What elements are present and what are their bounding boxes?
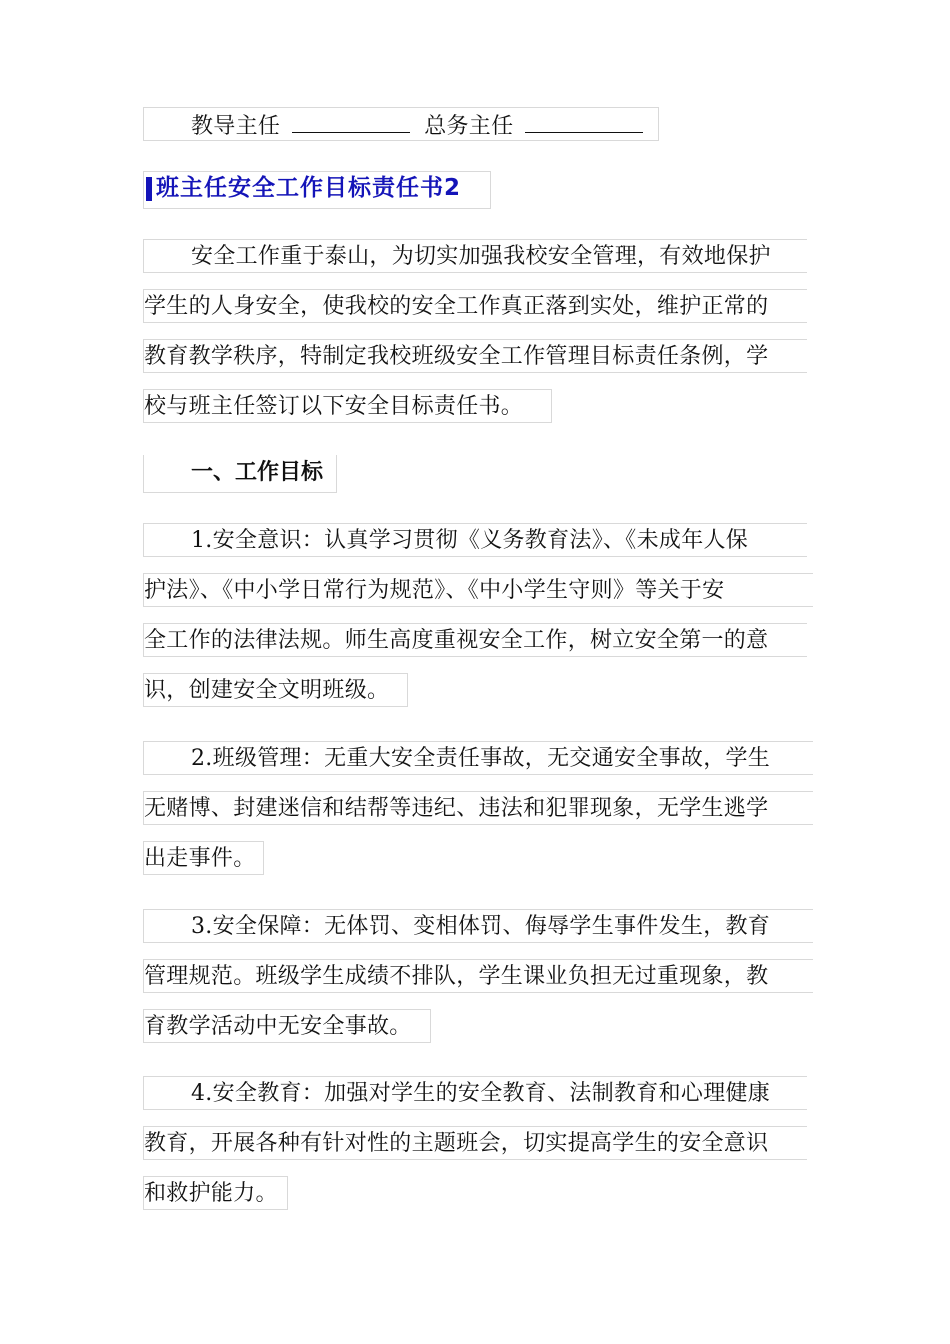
- signature-label-general-affairs: 总务主任: [424, 114, 514, 139]
- document-title: [143, 171, 491, 209]
- document-title-text: 班主任安全工作目标责任书2: [156, 175, 462, 201]
- section-heading: 一、工作目标: [143, 455, 337, 493]
- signature-label-dean-of-studies: 教导主任: [191, 114, 281, 139]
- intro-line: 安全工作重于泰山，为切实加强我校安全管理，有效地保护: [143, 239, 807, 273]
- item2-line: 无赌博、封建迷信和结帮等违纪、违法和犯罪现象，无学生逃学: [143, 791, 813, 825]
- intro-line: 校与班主任签订以下安全目标责任书。: [143, 389, 552, 423]
- item4-line: 教育，开展各种有针对性的主题班会，切实提高学生的安全意识: [143, 1126, 807, 1160]
- item2-line: 出走事件。: [143, 841, 264, 875]
- item2-line: 2.班级管理：无重大安全责任事故，无交通安全事故，学生: [143, 741, 813, 775]
- title-marker: [146, 177, 152, 201]
- item4-line: 和救护能力。: [143, 1176, 288, 1210]
- item1-line: 识，创建安全文明班级。: [143, 673, 408, 707]
- signature-blank-general-affairs: [525, 108, 643, 133]
- intro-line: 教育教学秩序，特制定我校班级安全工作管理目标责任条例，学: [143, 339, 807, 373]
- item3-line: 管理规范。班级学生成绩不排队，学生课业负担无过重现象，教: [143, 959, 813, 993]
- signature-blank-dean-of-studies: [292, 108, 410, 133]
- item1-line: 1.安全意识：认真学习贯彻《义务教育法》、《未成年人保: [143, 523, 807, 557]
- item1-line: 全工作的法律法规。师生高度重视安全工作，树立安全第一的意: [143, 623, 807, 657]
- signature-line: [143, 107, 659, 141]
- item3-line: 3.安全保障：无体罚、变相体罚、侮辱学生事件发生，教育: [143, 909, 813, 943]
- item3-line: 育教学活动中无安全事故。: [143, 1009, 431, 1043]
- item1-line: 护法》、《中小学日常行为规范》、《中小学生守则》等关于安: [143, 573, 813, 607]
- item4-line: 4.安全教育：加强对学生的安全教育、法制教育和心理健康: [143, 1076, 807, 1110]
- intro-line: 学生的人身安全，使我校的安全工作真正落到实处，维护正常的: [143, 289, 807, 323]
